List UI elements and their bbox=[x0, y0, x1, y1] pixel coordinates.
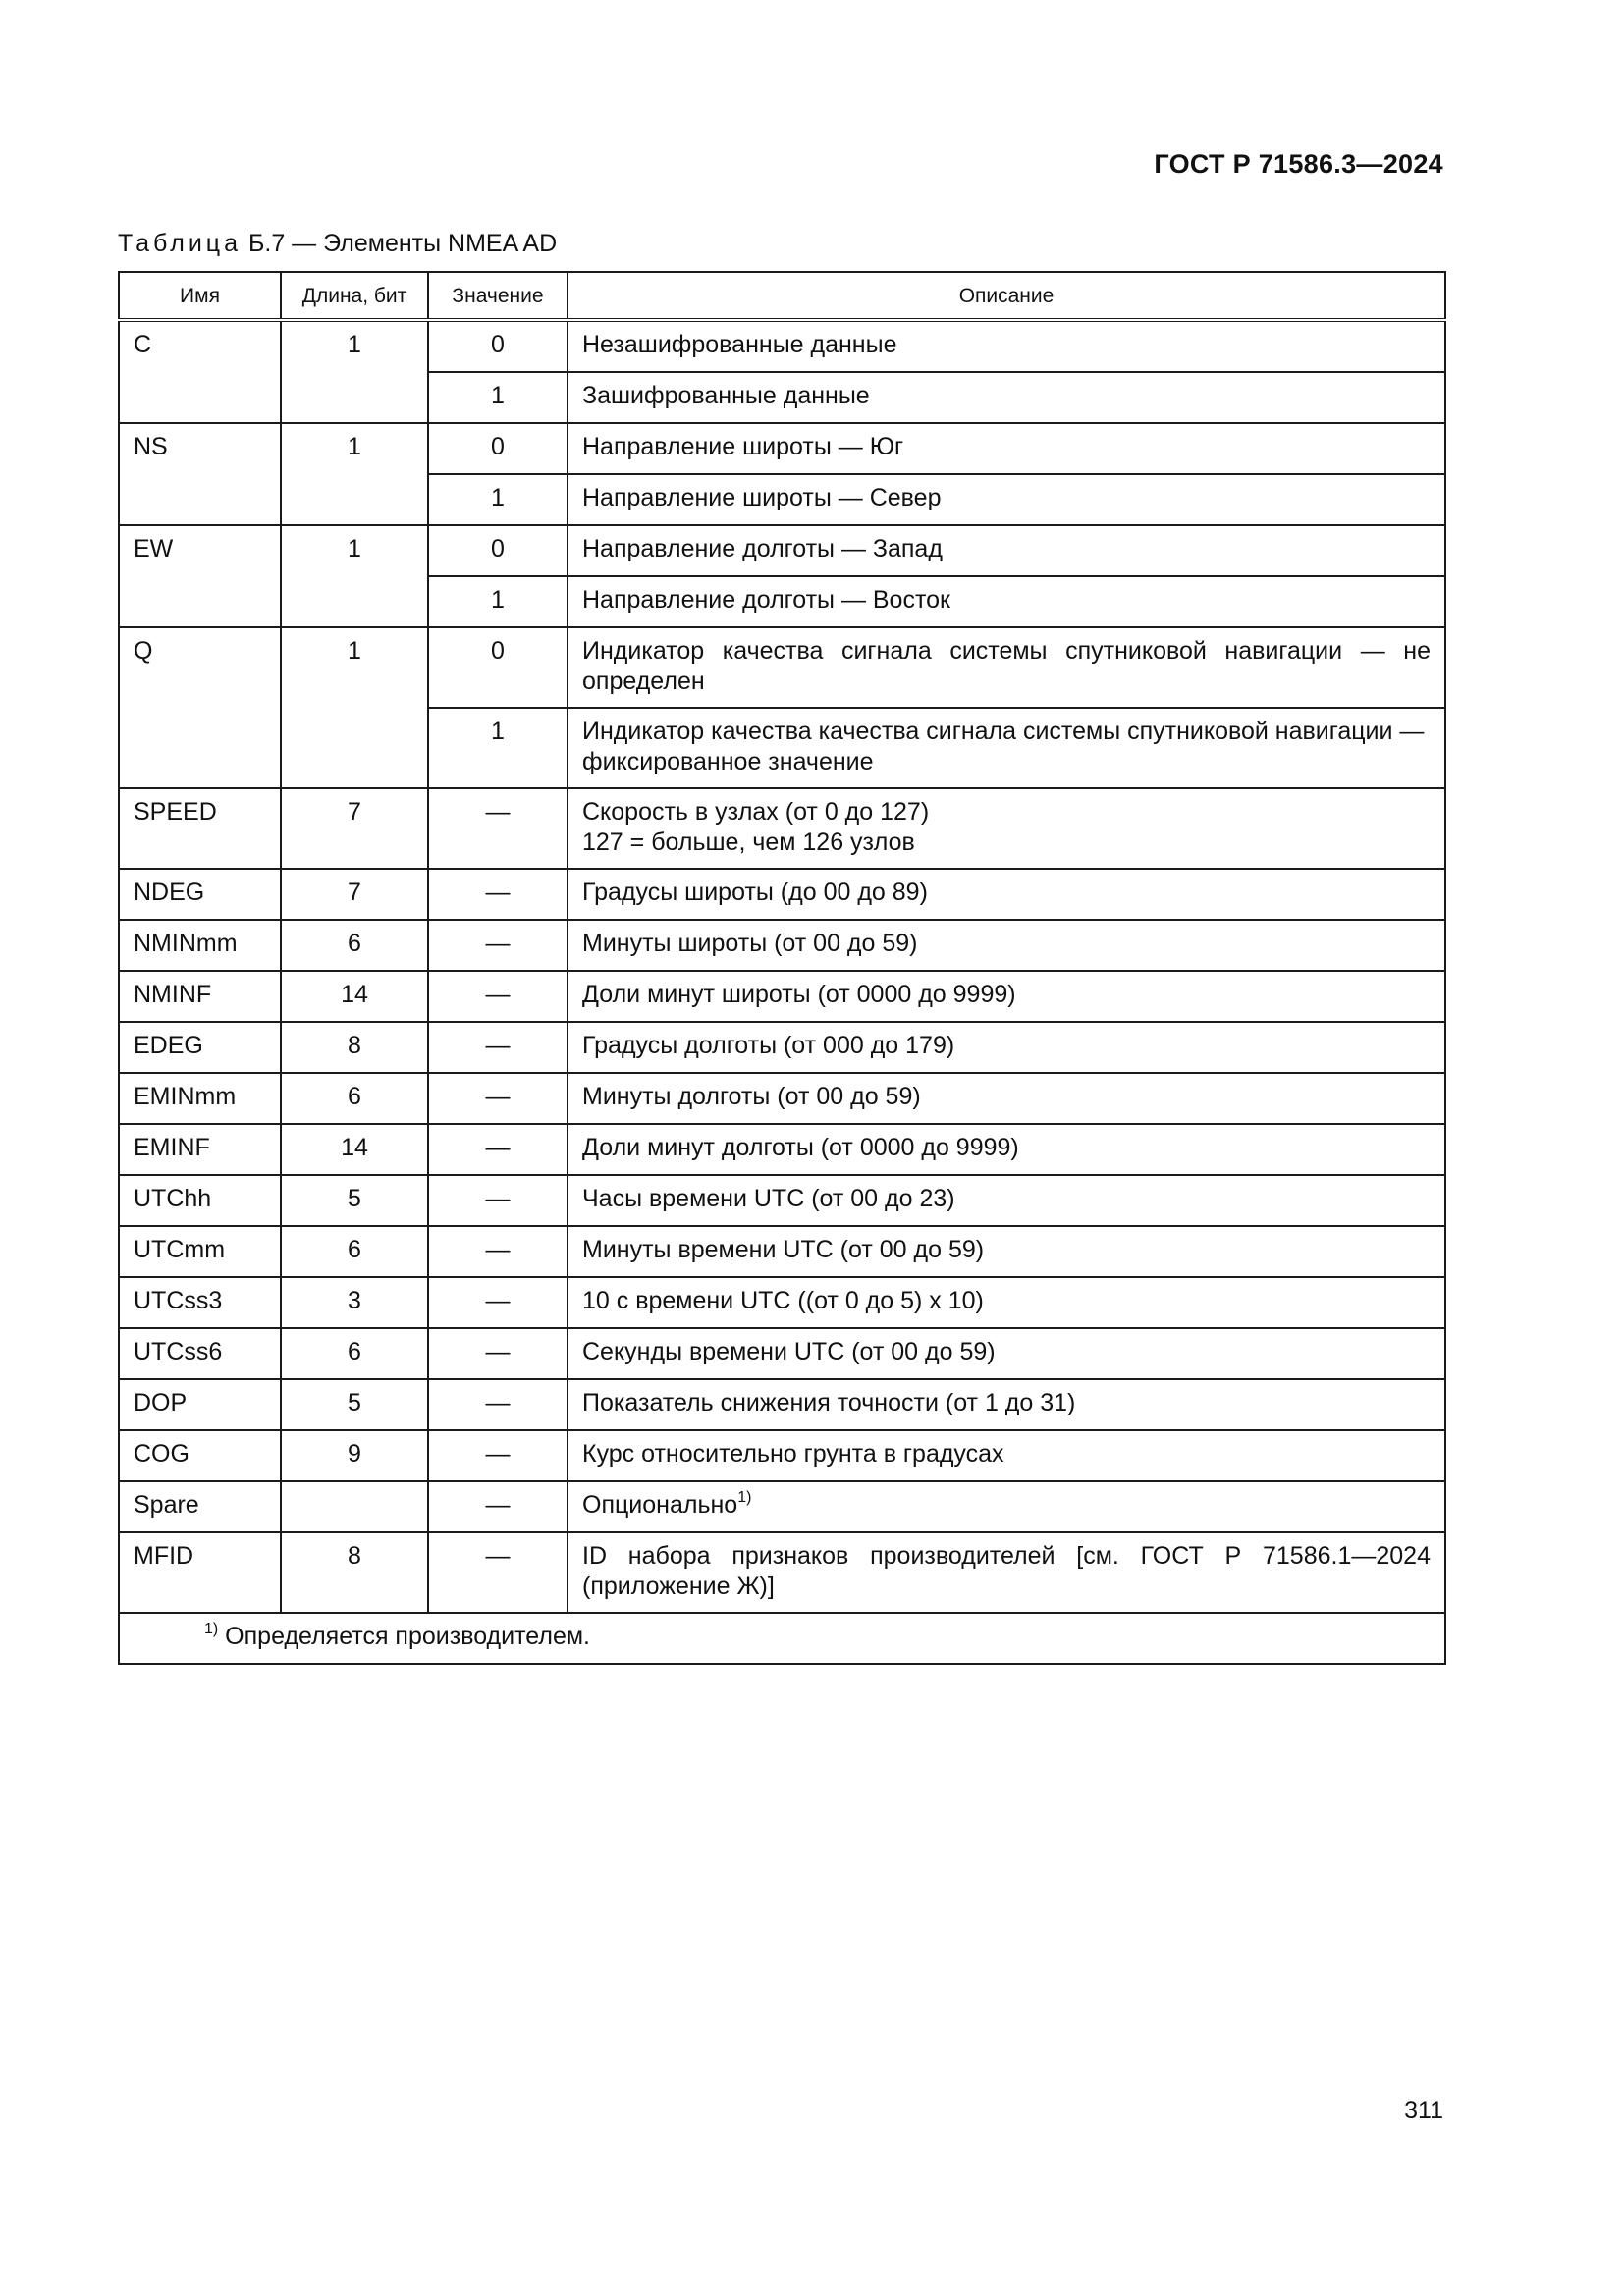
table-row bbox=[119, 1175, 1445, 1226]
table-row bbox=[119, 1226, 1445, 1277]
cell-length: 7 bbox=[281, 869, 428, 920]
cell-value: — bbox=[428, 1532, 568, 1613]
cell-length: 3 bbox=[281, 1277, 428, 1328]
cell-length: 6 bbox=[281, 1328, 428, 1379]
cell-name: NMINmm bbox=[119, 920, 281, 971]
cell-value: 0 bbox=[428, 525, 568, 576]
cell-length: 5 bbox=[281, 1175, 428, 1226]
cell-length: 6 bbox=[281, 1073, 428, 1124]
cell-name: COG bbox=[119, 1430, 281, 1481]
cell-length: 8 bbox=[281, 1532, 428, 1613]
cell-description: Минуты долготы (от 00 до 59) bbox=[568, 1073, 1445, 1124]
cell-value: 0 bbox=[428, 320, 568, 372]
table-caption bbox=[118, 230, 557, 258]
table-row bbox=[119, 1430, 1445, 1481]
table-row bbox=[119, 1022, 1445, 1073]
header-name: Имя bbox=[119, 272, 281, 320]
cell-length: 14 bbox=[281, 971, 428, 1022]
footnote-reference: 1) bbox=[737, 1488, 752, 1506]
cell-length: 6 bbox=[281, 1226, 428, 1277]
table-row bbox=[119, 627, 1445, 708]
cell-length: 9 bbox=[281, 1430, 428, 1481]
table-header-row bbox=[119, 272, 1445, 320]
cell-description: Градусы долготы (от 000 до 179) bbox=[568, 1022, 1445, 1073]
cell-description: Незашифрованные данные bbox=[568, 320, 1445, 372]
cell-description: Направление широты — Север bbox=[568, 474, 1445, 525]
cell-value: 1 bbox=[428, 474, 568, 525]
table-row bbox=[119, 423, 1445, 474]
cell-description: Градусы широты (до 00 до 89) bbox=[568, 869, 1445, 920]
cell-value: 0 bbox=[428, 627, 568, 708]
cell-description: Минуты времени UTC (от 00 до 59) bbox=[568, 1226, 1445, 1277]
cell-length bbox=[281, 1481, 428, 1532]
table-row bbox=[119, 869, 1445, 920]
table-row bbox=[119, 1481, 1445, 1532]
cell-value: — bbox=[428, 1328, 568, 1379]
nmea-ad-elements-table bbox=[118, 271, 1446, 1665]
header-length: Длина, бит bbox=[281, 272, 428, 320]
footnote-mark: 1) bbox=[204, 1620, 219, 1637]
table-row bbox=[119, 1277, 1445, 1328]
cell-name: DOP bbox=[119, 1379, 281, 1430]
cell-length: 1 bbox=[281, 627, 428, 788]
cell-value: — bbox=[428, 1022, 568, 1073]
cell-value: 0 bbox=[428, 423, 568, 474]
cell-name: Q bbox=[119, 627, 281, 788]
table-footnote bbox=[119, 1613, 1445, 1664]
table-caption-label: Таблица bbox=[118, 230, 243, 257]
cell-description bbox=[568, 788, 1445, 869]
header-description: Описание bbox=[568, 272, 1445, 320]
cell-description: Часы времени UTC (от 00 до 23) bbox=[568, 1175, 1445, 1226]
description-line: Скорость в узлах (от 0 до 127) bbox=[582, 798, 930, 826]
cell-name: UTCss6 bbox=[119, 1328, 281, 1379]
table-row bbox=[119, 1532, 1445, 1613]
cell-description: Секунды времени UTC (от 00 до 59) bbox=[568, 1328, 1445, 1379]
table-row bbox=[119, 788, 1445, 869]
cell-description: 10 с времени UTC ((от 0 до 5) х 10) bbox=[568, 1277, 1445, 1328]
cell-description: Курс относительно грунта в градусах bbox=[568, 1430, 1445, 1481]
cell-length: 7 bbox=[281, 788, 428, 869]
cell-description: Минуты широты (от 00 до 59) bbox=[568, 920, 1445, 971]
cell-name: SPEED bbox=[119, 788, 281, 869]
cell-name: EMINmm bbox=[119, 1073, 281, 1124]
cell-description bbox=[568, 1481, 1445, 1532]
cell-value: — bbox=[428, 1073, 568, 1124]
document-standard-number: ГОСТ Р 71586.3—2024 bbox=[1154, 149, 1443, 179]
cell-value: — bbox=[428, 1175, 568, 1226]
cell-description: Доли минут широты (от 0000 до 9999) bbox=[568, 971, 1445, 1022]
cell-value: — bbox=[428, 1481, 568, 1532]
table-row bbox=[119, 1124, 1445, 1175]
table-row bbox=[119, 320, 1445, 372]
table-row bbox=[119, 971, 1445, 1022]
cell-value: — bbox=[428, 788, 568, 869]
cell-description: ID набора признаков производителей [см. ГОСТ Р 71586.1—2024 (приложение Ж)] bbox=[568, 1532, 1445, 1613]
cell-name: EW bbox=[119, 525, 281, 627]
table-row bbox=[119, 1328, 1445, 1379]
cell-name: C bbox=[119, 320, 281, 423]
table-row bbox=[119, 920, 1445, 971]
cell-length: 1 bbox=[281, 320, 428, 423]
cell-value: — bbox=[428, 1379, 568, 1430]
cell-name: Spare bbox=[119, 1481, 281, 1532]
cell-value: — bbox=[428, 1226, 568, 1277]
cell-length: 6 bbox=[281, 920, 428, 971]
table-row bbox=[119, 525, 1445, 576]
cell-length: 8 bbox=[281, 1022, 428, 1073]
cell-name: EMINF bbox=[119, 1124, 281, 1175]
cell-name: EDEG bbox=[119, 1022, 281, 1073]
table-row bbox=[119, 1379, 1445, 1430]
cell-length: 5 bbox=[281, 1379, 428, 1430]
header-value: Значение bbox=[428, 272, 568, 320]
cell-description: Направление долготы — Восток bbox=[568, 576, 1445, 627]
cell-value: — bbox=[428, 1430, 568, 1481]
cell-name: MFID bbox=[119, 1532, 281, 1613]
cell-name: NS bbox=[119, 423, 281, 525]
cell-description: Доли минут долготы (от 0000 до 9999) bbox=[568, 1124, 1445, 1175]
cell-value: 1 bbox=[428, 708, 568, 788]
cell-length: 1 bbox=[281, 525, 428, 627]
cell-value: 1 bbox=[428, 576, 568, 627]
page-number: 311 bbox=[1404, 2097, 1443, 2124]
cell-name: NDEG bbox=[119, 869, 281, 920]
footnote-text: Определяется производителем. bbox=[218, 1623, 590, 1650]
cell-value: — bbox=[428, 920, 568, 971]
cell-value: — bbox=[428, 1124, 568, 1175]
cell-name: UTCmm bbox=[119, 1226, 281, 1277]
cell-value: — bbox=[428, 971, 568, 1022]
cell-description: Направление широты — Юг bbox=[568, 423, 1445, 474]
cell-description: Индикатор качества сигнала системы спутниковой навигации — не определен bbox=[568, 627, 1445, 708]
cell-description: Показатель снижения точности (от 1 до 31) bbox=[568, 1379, 1445, 1430]
cell-length: 14 bbox=[281, 1124, 428, 1175]
table-footnote-row bbox=[119, 1613, 1445, 1664]
cell-description: Направление долготы — Запад bbox=[568, 525, 1445, 576]
description-line: 127 = больше, чем 126 узлов bbox=[582, 828, 915, 856]
cell-value: 1 bbox=[428, 372, 568, 423]
table-row bbox=[119, 1073, 1445, 1124]
cell-name: NMINF bbox=[119, 971, 281, 1022]
description-text: Опционально bbox=[582, 1491, 738, 1519]
table-caption-text: Б.7 — Элементы NMEA AD bbox=[242, 230, 558, 257]
cell-value: — bbox=[428, 869, 568, 920]
cell-description: Зашифрованные данные bbox=[568, 372, 1445, 423]
cell-value: — bbox=[428, 1277, 568, 1328]
cell-name: UTChh bbox=[119, 1175, 281, 1226]
cell-description: Индикатор качества качества сигнала системы спутниковой навигации — фиксированное значение bbox=[568, 708, 1445, 788]
cell-name: UTCss3 bbox=[119, 1277, 281, 1328]
cell-length: 1 bbox=[281, 423, 428, 525]
